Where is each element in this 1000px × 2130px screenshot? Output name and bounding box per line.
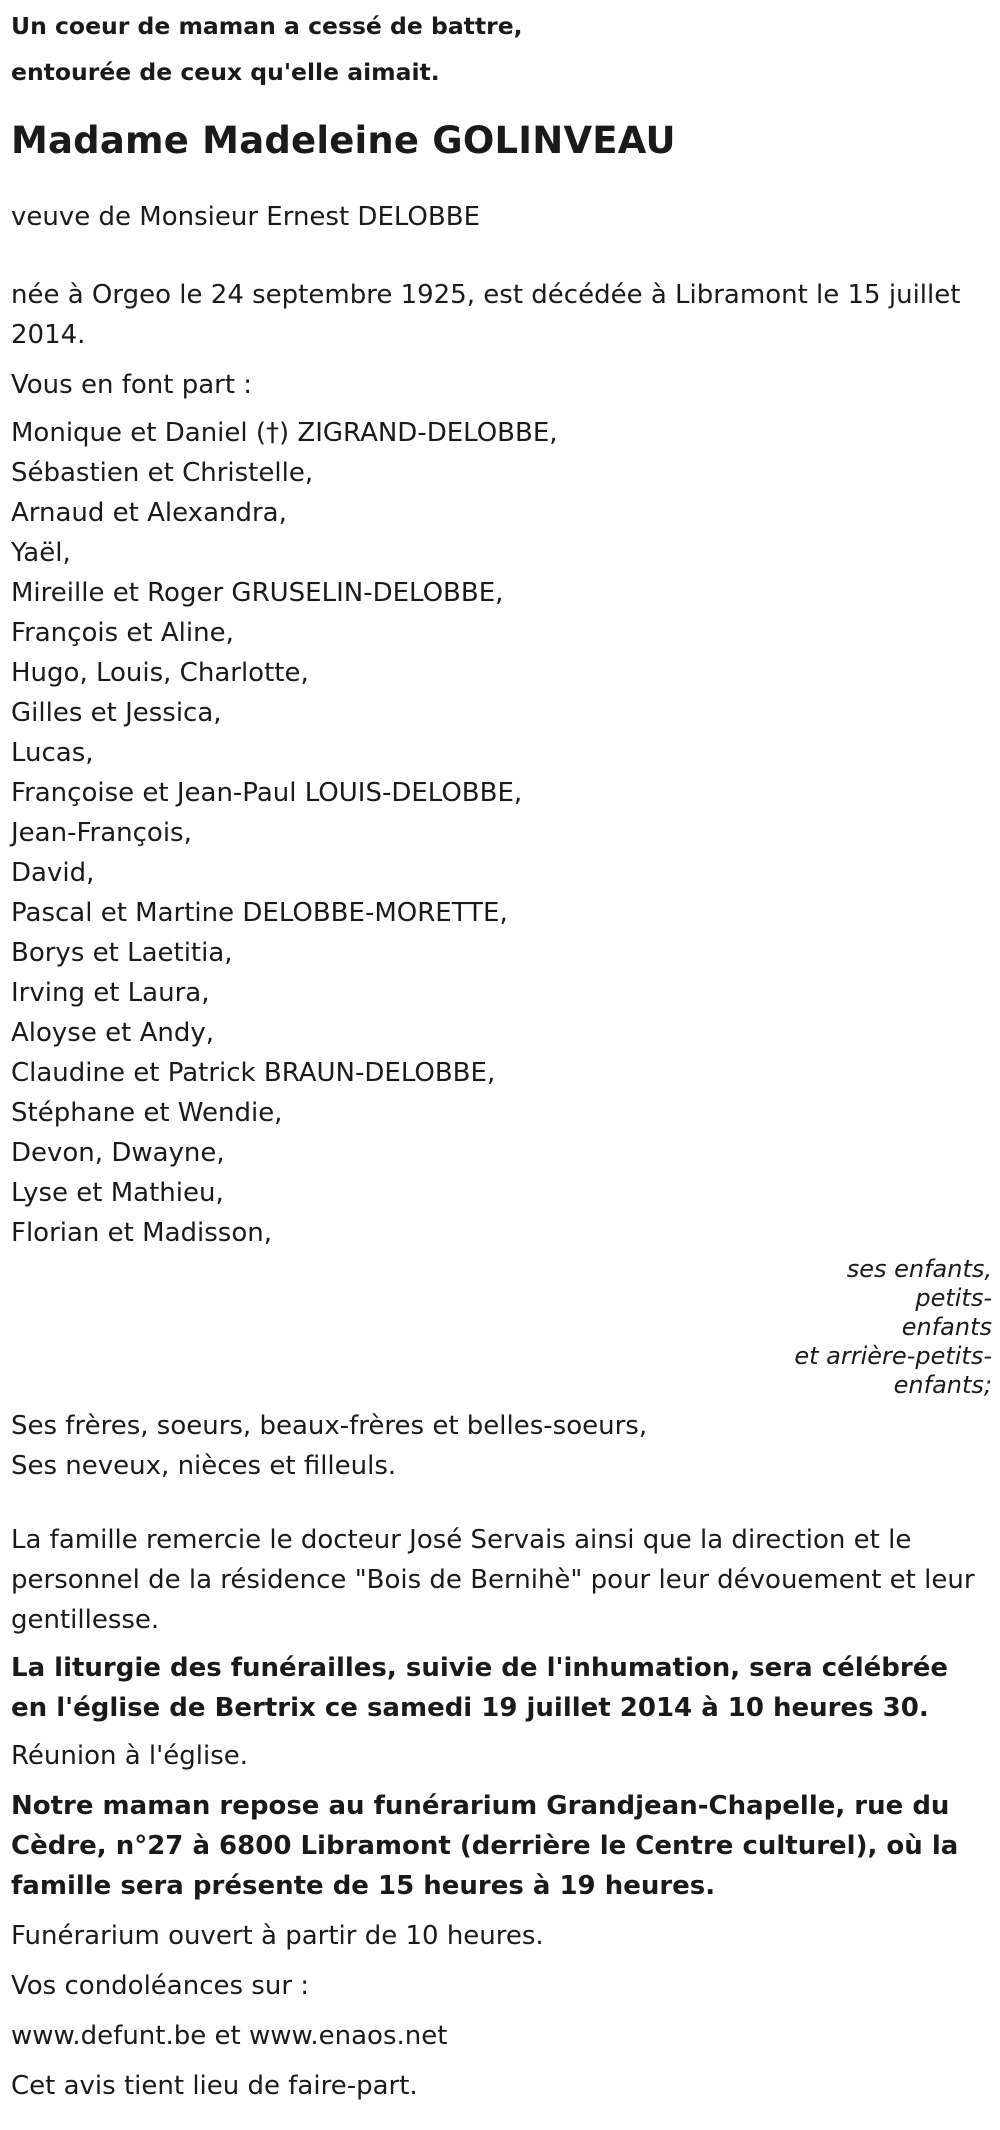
deceased-name: Madame Madeleine GOLINVEAU — [11, 119, 676, 162]
family-member: Jean-François, — [11, 818, 192, 848]
family-member: Yaël, — [11, 538, 71, 568]
family-member: Claudine et Patrick BRAUN-DELOBBE, — [11, 1058, 496, 1088]
announcement: Vous en font part : — [11, 370, 253, 400]
intro-line-2: entourée de ceux qu'elle aimait. — [11, 58, 440, 86]
condolences-label: Vos condoléances sur : — [11, 1971, 310, 2001]
family-member: Stéphane et Wendie, — [11, 1098, 283, 1128]
family-member: Hugo, Louis, Charlotte, — [11, 658, 309, 688]
widow-of: veuve de Monsieur Ernest DELOBBE — [11, 202, 481, 232]
family-member: Lyse et Mathieu, — [11, 1178, 224, 1208]
relations-line-3: et arrière-petits- — [794, 1342, 992, 1370]
family-member: David, — [11, 858, 95, 888]
family-member: Monique et Daniel (†) ZIGRAND-DELOBBE, — [11, 418, 558, 448]
relations-line-2: enfants — [901, 1313, 992, 1341]
extended-family-line-1: Ses frères, soeurs, beaux-frères et belles-soeurs, — [11, 1411, 648, 1441]
opening-hours: Funérarium ouvert à partir de 10 heures. — [11, 1921, 544, 1951]
family-member: Sébastien et Christelle, — [11, 458, 314, 488]
family-member: Irving et Laura, — [11, 978, 210, 1008]
family-member: Gilles et Jessica, — [11, 698, 222, 728]
family-member: François et Aline, — [11, 618, 234, 648]
family-member: Lucas, — [11, 738, 94, 768]
extended-family-line-2: Ses neveux, nièces et filleuls. — [11, 1451, 397, 1481]
birth-death-info: née à Orgeo le 24 septembre 1925, est décédée à Libramont le 15 juillet 2014. — [11, 280, 961, 350]
intro-text — [11, 3, 991, 95]
family-member: Devon, Dwayne, — [11, 1138, 225, 1168]
intro-line-1: Un coeur de maman a cessé de battre, — [11, 12, 523, 40]
websites: www.defunt.be et www.enaos.net — [11, 2021, 448, 2051]
relations-note — [772, 1255, 992, 1400]
closing-note: Cet avis tient lieu de faire-part. — [11, 2071, 418, 2101]
family-member: Mireille et Roger GRUSELIN-DELOBBE, — [11, 578, 504, 608]
family-member: Borys et Laetitia, — [11, 938, 233, 968]
meeting-info: Réunion à l'église. — [11, 1741, 249, 1771]
family-list — [11, 413, 991, 1253]
family-member: Françoise et Jean-Paul LOUIS-DELOBBE, — [11, 778, 523, 808]
obituary-notice — [11, 0, 991, 2106]
family-member: Aloyse et Andy, — [11, 1018, 214, 1048]
thanks-paragraph: La famille remercie le docteur José Servais ainsi que la direction et le personnel de la résidence "Bois de Bernihè" pour leur dévouement et leur gentillesse. — [11, 1525, 975, 1635]
extended-family — [11, 1406, 991, 1486]
family-member: Pascal et Martine DELOBBE-MORETTE, — [11, 898, 508, 928]
relations-line-4: enfants; — [893, 1371, 992, 1399]
family-member: Arnaud et Alexandra, — [11, 498, 287, 528]
funeral-home-info: Notre maman repose au funérarium Grandjean-Chapelle, rue du Cèdre, n°27 à 6800 Libramont (derrière le Centre culturel), où la famille sera présente de 15 heures à 19 heures. — [11, 1791, 959, 1901]
liturgy-info: La liturgie des funérailles, suivie de l'inhumation, sera célébrée en l'église de Bertrix ce samedi 19 juillet 2014 à 10 heures 30. — [11, 1653, 948, 1723]
relations-line-1: ses enfants, petits- — [846, 1255, 992, 1312]
family-member: Florian et Madisson, — [11, 1218, 272, 1248]
